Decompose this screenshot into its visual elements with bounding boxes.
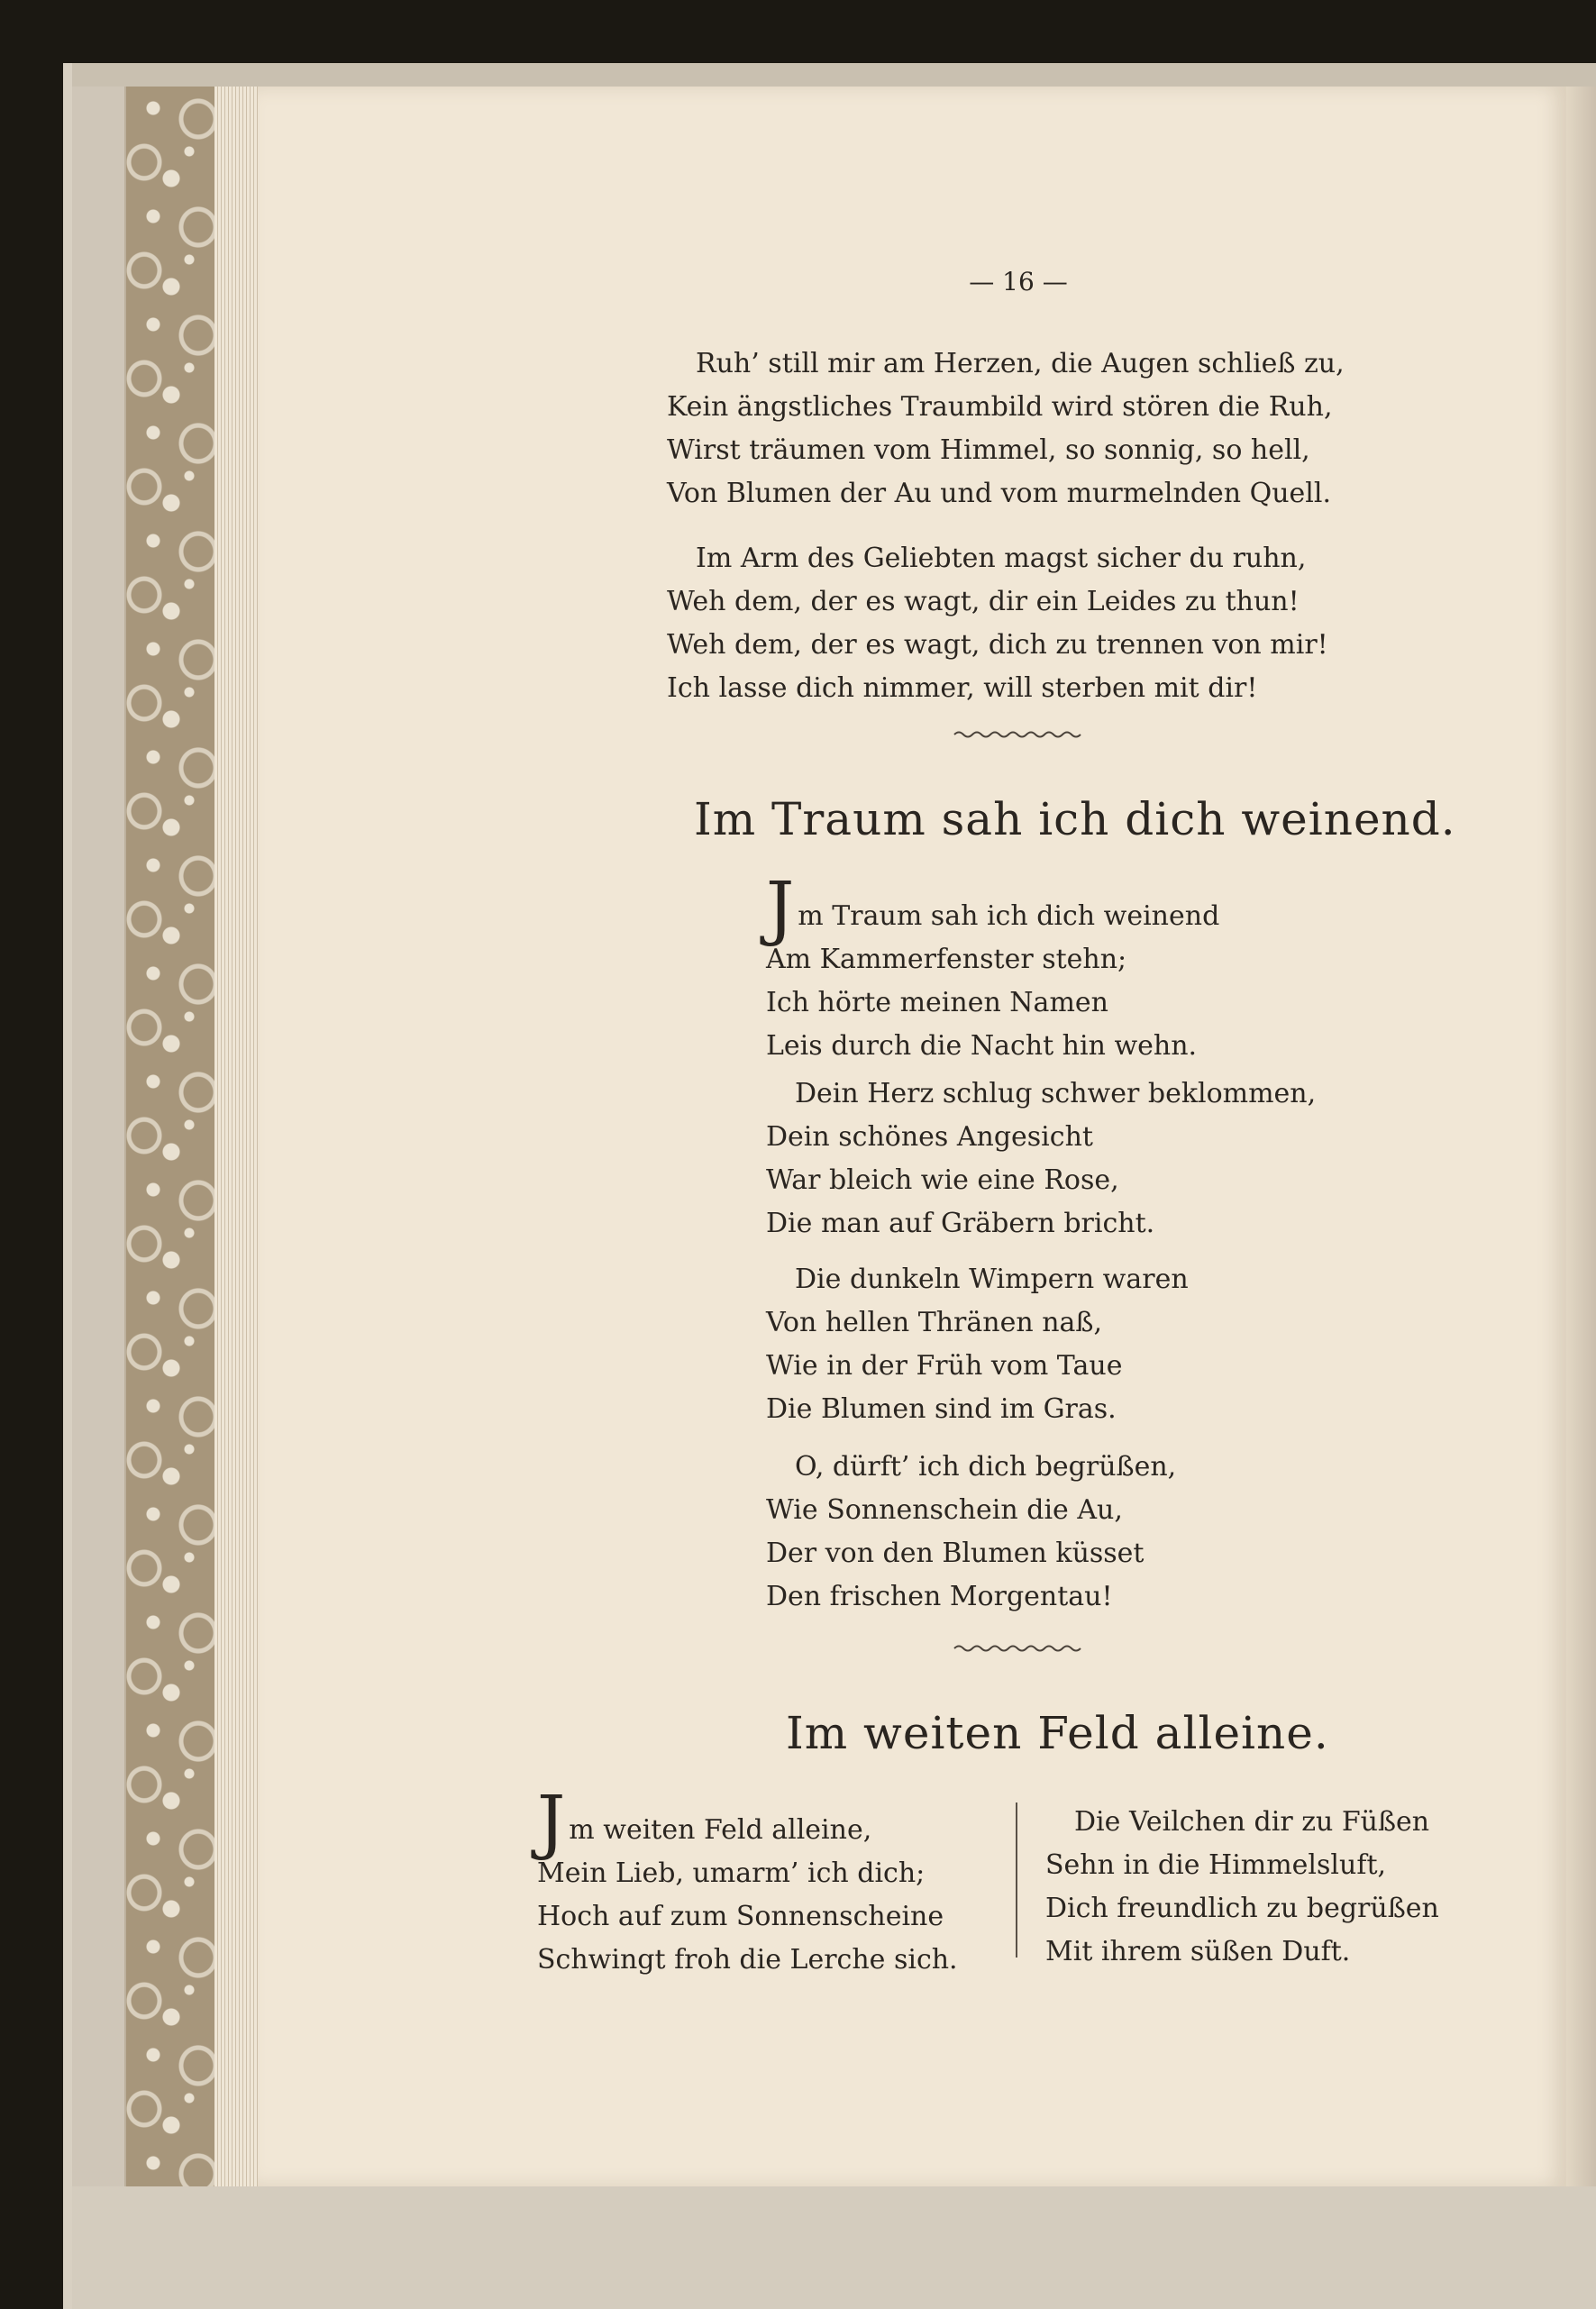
verse-line: Kein ängstliches Traumbild wird stören die Ruh, <box>667 391 1333 423</box>
ornamental-endpaper-strip <box>124 87 216 2186</box>
verse-line: Die dunkeln Wimpern waren <box>795 1264 1189 1295</box>
verse-line: Ich hörte meinen Namen <box>766 987 1108 1018</box>
verse-line: Dein schönes Angesicht <box>766 1121 1093 1153</box>
verse-line: Schwingt froh die Lerche sich. <box>537 1944 958 1976</box>
verse-line: Wie Sonnenschein die Au, <box>766 1494 1123 1526</box>
verse-line: Wie in der Früh vom Taue <box>766 1350 1123 1382</box>
verse-text: m Traum sah ich dich weinend <box>798 900 1220 932</box>
verse-line: Der von den Blumen küsset <box>766 1538 1145 1569</box>
poem2-stanza-2 <box>766 1072 1316 1246</box>
verse-line: Hoch auf zum Sonnenscheine <box>537 1901 944 1932</box>
verse-line-first <box>537 1782 958 1863</box>
verse-line: War bleich wie eine Rose, <box>766 1164 1119 1196</box>
verse-line: Die man auf Gräbern bricht. <box>766 1208 1155 1239</box>
verse-line: Den frischen Morgentau! <box>766 1581 1113 1612</box>
book-bottom-edge <box>72 2186 1596 2309</box>
ornamental-divider <box>953 1642 1088 1655</box>
page-number: — 16 — <box>969 267 1068 297</box>
poem-title: Im Traum sah ich dich weinend. <box>694 793 1456 845</box>
poem-title: Im weiten Feld alleine. <box>786 1707 1329 1759</box>
verse-line: Die Veilchen dir zu Füßen <box>1074 1806 1430 1838</box>
page-stack-edge <box>214 87 258 2186</box>
drop-cap: J <box>537 1782 566 1863</box>
verse-line: Mit ihrem süßen Duft. <box>1045 1936 1351 1967</box>
poem3-right-column <box>1045 1801 1439 1974</box>
verse-line: Weh dem, der es wagt, dir ein Leides zu thun! <box>667 586 1300 617</box>
drop-cap: J <box>766 868 795 949</box>
verse-line-first <box>766 868 1220 949</box>
verse-line: Am Kammerfenster stehn; <box>766 944 1127 975</box>
verse-line: Sehn in die Himmelsluft, <box>1045 1849 1387 1881</box>
book-top-edge <box>72 63 1596 87</box>
verse-line: O, dürft’ ich dich begrüßen, <box>795 1451 1177 1483</box>
verse-line: Von Blumen der Au und vom murmelnden Quell. <box>667 478 1332 509</box>
poem3-left-column <box>537 1782 958 1982</box>
poem2-stanza-4 <box>766 1446 1176 1619</box>
verse-line: Dein Herz schlug schwer beklommen, <box>795 1078 1317 1109</box>
verse-line: Wirst träumen vom Himmel, so sonnig, so hell, <box>667 434 1310 466</box>
column-divider-rule <box>1016 1802 1017 1958</box>
poem1-stanza-1 <box>667 342 1345 516</box>
verse-line: Im Arm des Geliebten magst sicher du ruhn, <box>696 543 1307 574</box>
verse-line: Mein Lieb, umarm’ ich dich; <box>537 1857 926 1889</box>
poem1-stanza-2 <box>667 537 1328 710</box>
verse-line: Ich lasse dich nimmer, will sterben mit dir! <box>667 672 1258 704</box>
verse-line: Ruh’ still mir am Herzen, die Augen schließ zu, <box>696 348 1345 379</box>
page-right-edge <box>1566 87 1596 2186</box>
verse-text: m weiten Feld alleine, <box>569 1814 872 1846</box>
ornamental-divider <box>953 728 1088 741</box>
verse-line: Dich freundlich zu begrüßen <box>1045 1893 1439 1924</box>
verse-line: Die Blumen sind im Gras. <box>766 1393 1117 1425</box>
verse-line: Leis durch die Nacht hin wehn. <box>766 1030 1198 1062</box>
poem2-stanza-1 <box>766 868 1220 1068</box>
poem2-stanza-3 <box>766 1258 1189 1431</box>
verse-line: Von hellen Thränen naß, <box>766 1307 1102 1338</box>
verse-line: Weh dem, der es wagt, dich zu trennen von mir! <box>667 629 1328 661</box>
